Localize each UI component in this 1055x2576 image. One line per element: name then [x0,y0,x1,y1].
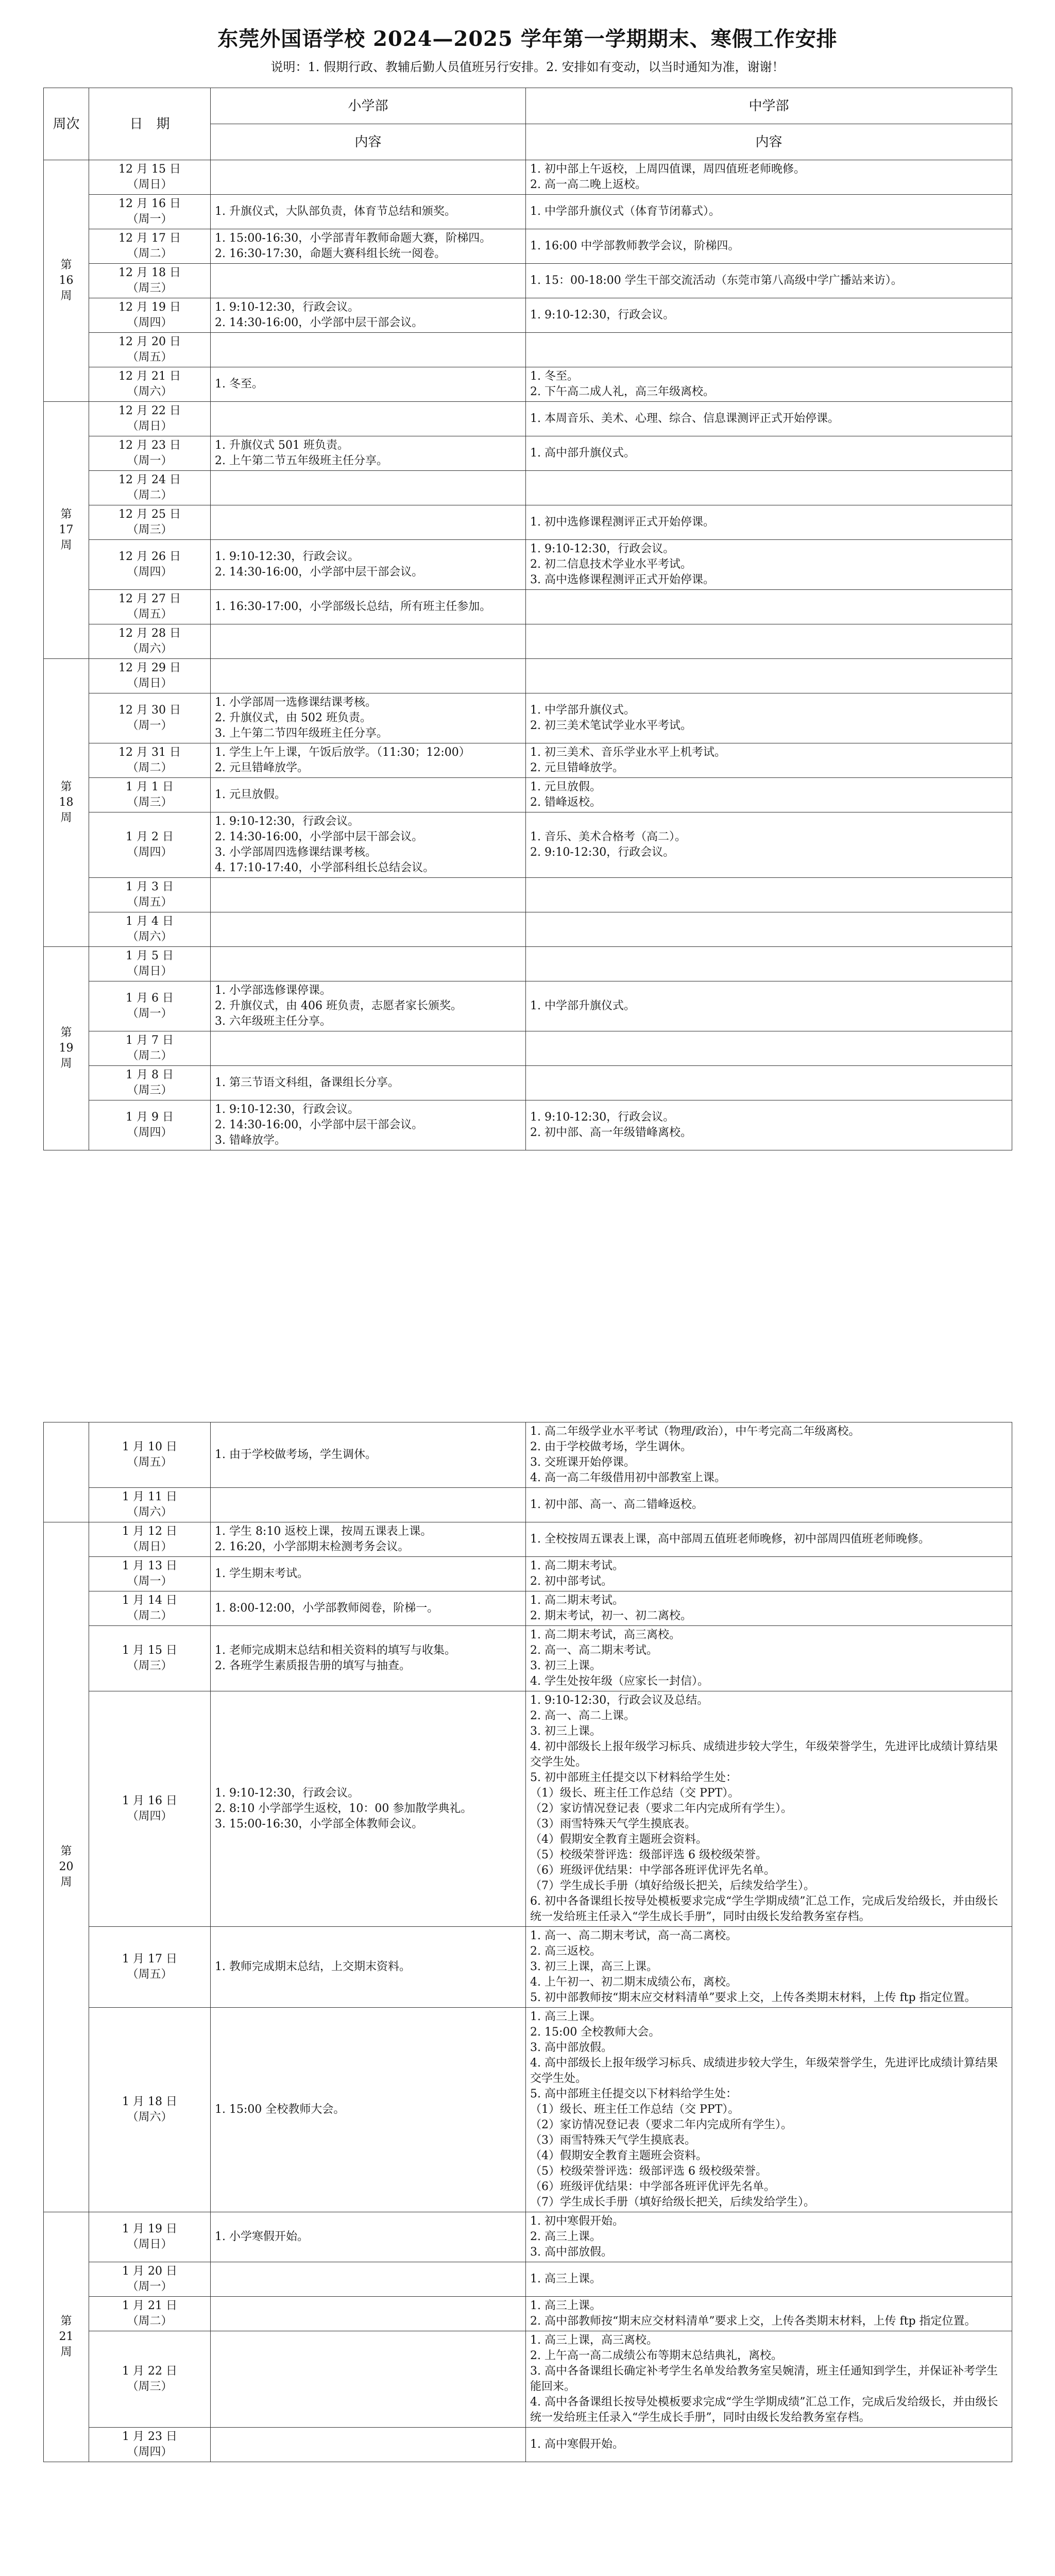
schedule-row [44,505,1012,540]
header-week: 周次 [44,88,89,160]
middle-content-cell [526,878,1012,912]
primary-content-cell: 1. 教师完成期末总结，上交期末资料。 [211,1927,526,2008]
schedule-row [44,229,1012,264]
primary-content-cell: 1. 9:10-12:30，行政会议。 2. 14:30-16:00，小学部中层干部会议。 [211,298,526,333]
primary-content-cell [211,333,526,367]
primary-content-cell [211,2331,526,2428]
schedule-row [44,471,1012,505]
middle-content-cell: 1. 初中选修课程测评正式开始停课。 [526,505,1012,540]
date-cell: 1 月 14 日 （周二） [89,1591,211,1626]
date-cell: 1 月 4 日 （周六） [89,912,211,947]
middle-content-cell: 1. 初中寒假开始。 2. 高三上课。 3. 高中部放假。 [526,2212,1012,2262]
primary-content-cell: 1. 16:30-17:00，小学部级长总结，所有班主任参加。 [211,590,526,624]
primary-content-cell [211,264,526,298]
date-cell: 12 月 17 日 （周二） [89,229,211,264]
schedule-row [44,1591,1012,1626]
schedule-row [44,402,1012,436]
middle-content-cell: 1. 高二期末考试。 2. 期末考试，初一、初二离校。 [526,1591,1012,1626]
date-cell: 1 月 13 日 （周一） [89,1557,211,1591]
page-title: 东莞外国语学校 2024—2025 学年第一学期期末、寒假工作安排 [217,27,838,51]
primary-content-cell [211,2262,526,2297]
schedule-row [44,1626,1012,1691]
primary-content-cell: 1. 15:00-16:30，小学部青年教师命题大赛，阶梯四。 2. 16:30-17:30，命题大赛科组长统一阅卷。 [211,229,526,264]
date-cell: 1 月 22 日 （周三） [89,2331,211,2428]
middle-content-cell: 1. 高二年级学业水平考试（物理/政治），中午考完高二年级离校。 2. 由于学校做考场，学生调休。 3. 交班课开始停课。 4. 高一高二年级借用初中部教室上课。 [526,1422,1012,1488]
middle-content-cell: 1. 9:10-12:30，行政会议。 2. 初中部、高一年级错峰离校。 [526,1100,1012,1150]
header-content: 内容 [211,124,526,160]
primary-content-cell: 1. 学生 8:10 返校上课，按周五课表上课。 2. 16:20，小学部期末检测考务会议。 [211,1522,526,1557]
date-cell: 12 月 16 日 （周一） [89,195,211,229]
primary-content-cell [211,912,526,947]
primary-content-cell: 1. 9:10-12:30，行政会议。 2. 14:30-16:00，小学部中层干部会议。 3. 错峰放学。 [211,1100,526,1150]
date-cell: 12 月 23 日 （周一） [89,436,211,471]
header-date: 日 期 [89,88,211,160]
primary-content-cell [211,2297,526,2331]
date-cell: 12 月 21 日 （周六） [89,367,211,402]
middle-content-cell: 1. 本周音乐、美术、心理、综合、信息课测评正式开始停课。 [526,402,1012,436]
middle-content-cell: 1. 冬至。 2. 下午高二成人礼，高三年级离校。 [526,367,1012,402]
schedule-row [44,1557,1012,1591]
middle-content-cell: 1. 高三上课。 [526,2262,1012,2297]
schedule-row [44,1488,1012,1522]
date-cell: 1 月 20 日 （周一） [89,2262,211,2297]
schedule-row [44,1522,1012,1557]
middle-content-cell: 1. 中学部升旗仪式。 [526,981,1012,1031]
middle-content-cell [526,471,1012,505]
middle-content-cell: 1. 9:10-12:30，行政会议及总结。 2. 高一、高二上课。 3. 初三上课。 4. 初中部级长上报年级学习标兵、成绩进步较大学生，年级荣誉学生，先进评比成绩计算结果交学生处。 5. 初中部班主任提交以下材料给学生处： （1）级长、班主任工作总结（交 PPT）。 （2）家访情况登记表（要求二年内完成所有学生）。 （3）雨雪特殊天气学生摸底表。 （4）假期安全教育主题班会资料。 （5）校级荣誉评选：级部评选 6 级校级荣誉。 （6）班级评优结果：中学部各班评优评先名单。 （7）学生成长手册（填好给级长把关，后续发给学生）。 6. 初中各备课组长按导处模板要求完成“学生学期成绩”汇总工作，完成后发给级长，并由级长统一发给班主任录入“学生成长手册”，同时由级长发给教务室存档。 [526,1691,1012,1927]
date-cell: 12 月 22 日 （周日） [89,402,211,436]
schedule-row [44,1031,1012,1066]
middle-content-cell: 1. 音乐、美术合格考（高二）。 2. 9:10-12:30，行政会议。 [526,812,1012,878]
date-cell: 1 月 10 日 （周五） [89,1422,211,1488]
middle-content-cell: 1. 16:00 中学部教师教学会议，阶梯四。 [526,229,1012,264]
middle-content-cell: 1. 9:10-12:30，行政会议。 2. 初二信息技术学业水平考试。 3. 高中选修课程测评正式开始停课。 [526,540,1012,590]
schedule-row [44,333,1012,367]
page-note: 说明：1. 假期行政、教辅后勤人员值班另行安排。2. 安排如有变动，以当时通知为准，谢谢！ [270,60,785,74]
middle-content-cell [526,912,1012,947]
middle-content-cell [526,947,1012,981]
middle-content-cell: 1. 高三上课，高三离校。 2. 上午高一高二成绩公布等期末总结典礼，离校。 3. 高中各备课组长确定补考学生名单发给教务室吴婉清，班主任通知到学生，并保证补考学生能回来。 4. 高中各备课组长按导处模板要求完成“学生学期成绩”汇总工作，完成后发给级长，并由级长统一发给班主任录入“学生成长手册”，同时由级长发给教务室存档。 [526,2331,1012,2428]
schedule-row [44,590,1012,624]
primary-content-cell [211,471,526,505]
schedule-row [44,947,1012,981]
date-cell: 1 月 16 日 （周四） [89,1691,211,1927]
date-cell: 12 月 25 日 （周三） [89,505,211,540]
middle-content-cell: 1. 高中寒假开始。 [526,2428,1012,2462]
middle-content-cell [526,1066,1012,1100]
primary-content-cell: 1. 升旗仪式，大队部负责，体育节总结和颁奖。 [211,195,526,229]
primary-content-cell: 1. 9:10-12:30，行政会议。 2. 14:30-16:00，小学部中层干部会议。 [211,540,526,590]
date-cell: 1 月 17 日 （周五） [89,1927,211,2008]
middle-content-cell: 1. 元旦放假。 2. 错峰返校。 [526,778,1012,812]
date-cell: 12 月 28 日 （周六） [89,624,211,659]
primary-content-cell: 1. 元旦放假。 [211,778,526,812]
date-cell: 12 月 24 日 （周二） [89,471,211,505]
schedule-row [44,1422,1012,1488]
middle-content-cell [526,659,1012,693]
week-cell: 第 20 周 [44,1522,89,2212]
week-cell: 第 21 周 [44,2212,89,2462]
primary-content-cell: 1. 冬至。 [211,367,526,402]
middle-content-cell: 1. 初中部、高一、高二错峰返校。 [526,1488,1012,1522]
middle-content-cell [526,624,1012,659]
header-content: 内容 [526,124,1012,160]
date-cell: 1 月 8 日 （周三） [89,1066,211,1100]
primary-content-cell [211,2428,526,2462]
schedule-row [44,693,1012,743]
middle-content-cell: 1. 初中部上午返校，上周四值课，周四值班老师晚修。 2. 高一高二晚上返校。 [526,160,1012,195]
primary-content-cell: 1. 第三节语文科组，备课组长分享。 [211,1066,526,1100]
schedule-row [44,367,1012,402]
schedule-row [44,195,1012,229]
date-cell: 1 月 23 日 （周四） [89,2428,211,2462]
primary-content-cell: 1. 小学部周一选修课结课考核。 2. 升旗仪式，由 502 班负责。 3. 上午第二节四年级班主任分享。 [211,693,526,743]
date-cell: 1 月 2 日 （周四） [89,812,211,878]
schedule-row [44,878,1012,912]
middle-content-cell [526,333,1012,367]
middle-content-cell [526,590,1012,624]
schedule-row [44,2297,1012,2331]
schedule-row [44,2008,1012,2212]
schedule-row [44,2212,1012,2262]
schedule-row [44,298,1012,333]
schedule-row [44,778,1012,812]
date-cell: 1 月 21 日 （周二） [89,2297,211,2331]
header-middle: 中学部 [526,88,1012,124]
date-cell: 1 月 19 日 （周日） [89,2212,211,2262]
middle-content-cell: 1. 15：00-18:00 学生干部交流活动（东莞市第八高级中学广播站来访）。 [526,264,1012,298]
primary-content-cell: 1. 9:10-12:30，行政会议。 2. 14:30-16:00，小学部中层干部会议。 3. 小学部周四选修课结课考核。 4. 17:10-17:40，小学部科组长总结会议。 [211,812,526,878]
date-cell: 12 月 20 日 （周五） [89,333,211,367]
schedule-row [44,1691,1012,1927]
schedule-row [44,2428,1012,2462]
schedule-row [44,912,1012,947]
date-cell: 1 月 15 日 （周三） [89,1626,211,1691]
date-cell: 1 月 6 日 （周一） [89,981,211,1031]
schedule-row [44,624,1012,659]
primary-content-cell: 1. 学生期末考试。 [211,1557,526,1591]
week-cell: 第 18 周 [44,659,89,947]
middle-content-cell: 1. 初三美术、音乐学业水平上机考试。 2. 元旦错峰放学。 [526,743,1012,778]
schedule-row [44,2331,1012,2428]
date-cell: 12 月 27 日 （周五） [89,590,211,624]
middle-content-cell: 1. 高二期末考试，高三离校。 2. 高一、高二期末考试。 3. 初三上课。 4. 学生处按年级（应家长一封信）。 [526,1626,1012,1691]
primary-content-cell: 1. 8:00-12:00，小学部教师阅卷，阶梯一。 [211,1591,526,1626]
date-cell: 12 月 18 日 （周三） [89,264,211,298]
date-cell: 12 月 19 日 （周四） [89,298,211,333]
date-cell: 1 月 1 日 （周三） [89,778,211,812]
primary-content-cell: 1. 小学寒假开始。 [211,2212,526,2262]
schedule-row [44,659,1012,693]
week-cell: 第 19 周 [44,947,89,1150]
schedule-row [44,2262,1012,2297]
middle-content-cell: 1. 高中部升旗仪式。 [526,436,1012,471]
schedule-row [44,436,1012,471]
date-cell: 1 月 18 日 （周六） [89,2008,211,2212]
middle-content-cell: 1. 高二期末考试。 2. 初中部考试。 [526,1557,1012,1591]
primary-content-cell [211,624,526,659]
date-cell: 1 月 12 日 （周日） [89,1522,211,1557]
primary-content-cell: 1. 小学部选修课停课。 2. 升旗仪式，由 406 班负责，志愿者家长颁奖。 3. 六年级班主任分享。 [211,981,526,1031]
date-cell: 1 月 7 日 （周二） [89,1031,211,1066]
date-cell: 12 月 31 日 （周二） [89,743,211,778]
primary-content-cell: 1. 学生上午上课，午饭后放学。（11:30；12:00） 2. 元旦错峰放学。 [211,743,526,778]
schedule-row [44,1066,1012,1100]
primary-content-cell [211,878,526,912]
primary-content-cell [211,1488,526,1522]
date-cell: 12 月 15 日 （周日） [89,160,211,195]
primary-content-cell [211,160,526,195]
schedule-row [44,1100,1012,1150]
primary-content-cell: 1. 老师完成期末总结和相关资料的填写与收集。 2. 各班学生素质报告册的填写与抽查。 [211,1626,526,1691]
primary-content-cell [211,402,526,436]
schedule-row [44,981,1012,1031]
date-cell: 1 月 11 日 （周六） [89,1488,211,1522]
schedule-row [44,1927,1012,2008]
date-cell: 12 月 29 日 （周日） [89,659,211,693]
schedule-table-part2 [43,1422,1012,2462]
schedule-row [44,540,1012,590]
primary-content-cell [211,1031,526,1066]
primary-content-cell [211,505,526,540]
middle-content-cell: 1. 全校按周五课表上课，高中部周五值班老师晚修，初中部周四值班老师晚修。 [526,1522,1012,1557]
middle-content-cell: 1. 中学部升旗仪式。 2. 初三美术笔试学业水平考试。 [526,693,1012,743]
schedule-row [44,264,1012,298]
primary-content-cell: 1. 由于学校做考场，学生调休。 [211,1422,526,1488]
schedule-table-part1 [43,88,1012,1150]
primary-content-cell: 1. 15:00 全校教师大会。 [211,2008,526,2212]
schedule-row [44,160,1012,195]
primary-content-cell [211,947,526,981]
middle-content-cell [526,1031,1012,1066]
middle-content-cell: 1. 中学部升旗仪式（体育节闭幕式）。 [526,195,1012,229]
date-cell: 1 月 3 日 （周五） [89,878,211,912]
middle-content-cell: 1. 高三上课。 2. 15:00 全校教师大会。 3. 高中部放假。 4. 高中部级长上报年级学习标兵、成绩进步较大学生，年级荣誉学生，先进评比成绩计算结果交学生处。 5. 高中部班主任提交以下材料给学生处： （1）级长、班主任工作总结（交 PPT）。 （2）家访情况登记表（要求二年内完成所有学生）。 （3）雨雪特殊天气学生摸底表。 （4）假期安全教育主题班会资料。 （5）校级荣誉评选：级部评选 6 级校级荣誉。 （6）班级评优结果：中学部各班评优评先名单。 （7）学生成长手册（填好给级长把关，后续发给学生）。 [526,2008,1012,2212]
middle-content-cell: 1. 高三上课。 2. 高中部教师按“期末应交材料清单”要求上交，上传各类期末材料，上传 ftp 指定位置。 [526,2297,1012,2331]
week-cell [44,1422,89,1522]
middle-content-cell: 1. 9:10-12:30，行政会议。 [526,298,1012,333]
primary-content-cell: 1. 9:10-12:30，行政会议。 2. 8:10 小学部学生返校，10：00 参加散学典礼。 3. 15:00-16:30，小学部全体教师会议。 [211,1691,526,1927]
date-cell: 1 月 5 日 （周日） [89,947,211,981]
week-cell: 第 17 周 [44,402,89,659]
date-cell: 1 月 9 日 （周四） [89,1100,211,1150]
schedule-row [44,812,1012,878]
schedule-row [44,743,1012,778]
week-cell: 第 16 周 [44,160,89,402]
date-cell: 12 月 26 日 （周四） [89,540,211,590]
primary-content-cell [211,659,526,693]
primary-content-cell: 1. 升旗仪式 501 班负责。 2. 上午第二节五年级班主任分享。 [211,436,526,471]
middle-content-cell: 1. 高一、高二期末考试，高一高二离校。 2. 高三返校。 3. 初三上课，高三上课。 4. 上午初一、初二期末成绩公布，离校。 5. 初中部教师按“期末应交材料清单”要求上交，上传各类期末材料，上传 ftp 指定位置。 [526,1927,1012,2008]
header-primary: 小学部 [211,88,526,124]
date-cell: 12 月 30 日 （周一） [89,693,211,743]
